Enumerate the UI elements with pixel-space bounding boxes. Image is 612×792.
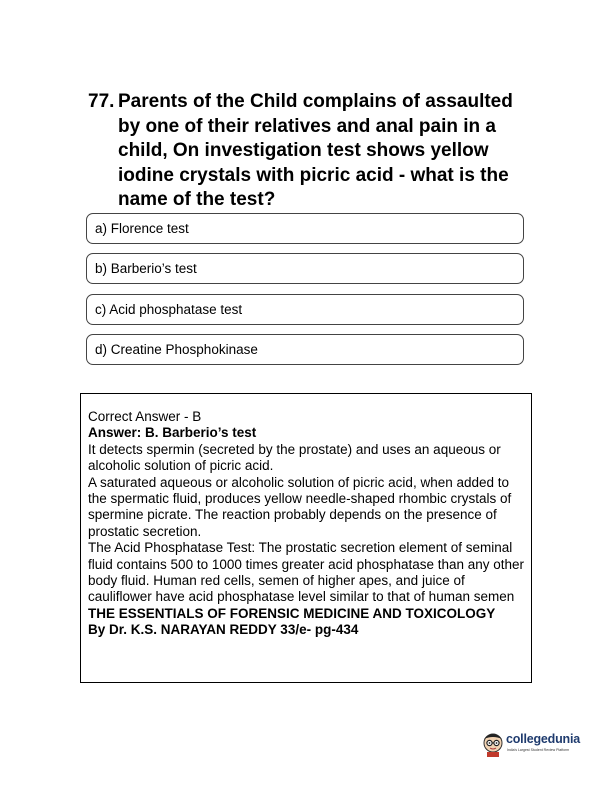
option-a[interactable]: a) Florence test	[86, 213, 524, 244]
explanation-paragraph: A saturated aqueous or alcoholic solution of picric acid, when added to the spermatic fluid, produces yellow needle-shaped rhombic crystals of spermine picrate. The reaction probably depends on the presence of prostatic secretion.	[88, 474, 512, 539]
answer-heading: Answer: B. Barberio’s test	[88, 425, 257, 441]
explanation-paragraph: The Acid Phosphatase Test: The prostatic secretion element of seminal fluid contains 500 to 1000 times greater acid phosphatase than any other body fluid. Human red cells, semen of higher apes, and juice of cauliflower have acid phosphatase level similar to that of human semen	[88, 540, 525, 605]
logo-tagline: India's Largest Student Review Platform	[507, 748, 570, 752]
option-d[interactable]: d) Creatine Phosphokinase	[86, 334, 524, 365]
correct-answer-line: Correct Answer - B	[88, 409, 202, 424]
logo-text: collegedunia	[506, 732, 581, 746]
answer-box	[80, 393, 532, 683]
option-c[interactable]: c) Acid phosphatase test	[86, 294, 524, 325]
option-b[interactable]: b) Barberio’s test	[86, 253, 524, 284]
question-number: 77.	[88, 91, 115, 112]
explanation-paragraph: It detects spermin (secreted by the prostate) and uses an aqueous or alcoholic solution of picric acid.	[88, 441, 501, 474]
reference-author: By Dr. K.S. NARAYAN REDDY 33/e- pg-434	[88, 622, 359, 638]
question-text: Parents of the Child complains of assaulted by one of their relatives and anal pain in a child, On investigation test shows yellow iodine crystals with picric acid - what is the name of the test?	[118, 91, 513, 210]
collegedunia-logo	[481, 729, 591, 759]
reference-title: THE ESSENTIALS OF FORENSIC MEDICINE AND TOXICOLOGY	[88, 605, 496, 621]
mascot-icon	[481, 729, 505, 757]
